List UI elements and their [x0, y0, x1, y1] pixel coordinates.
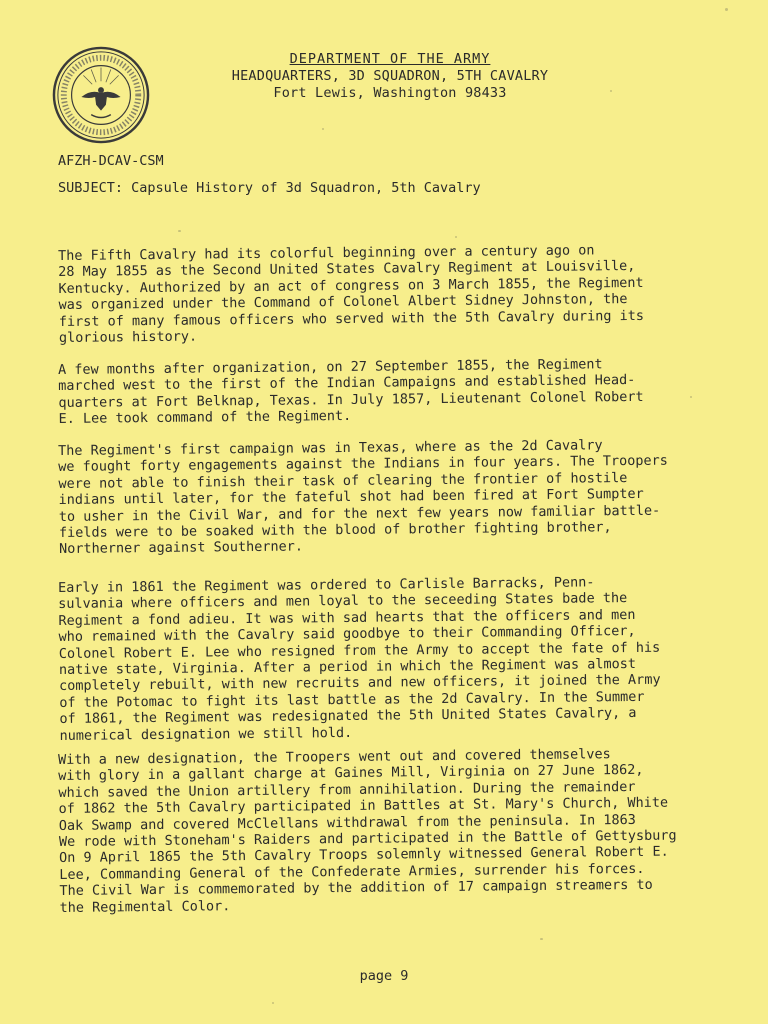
paragraph-1: The Fifth Cavalry had its colorful beginning over a century ago on 28 May 1855 as the Second United States Cavalry Regiment at Louisville, Kentucky. Authorized by an act of congress on 3 March 1855, the Regiment was organized under the Command of Colonel Albert Sidney Johnston, the first of many famous officers who served with the 5th Cavalry during its glorious history. — [58, 242, 645, 347]
paragraph-3: The Regiment's first campaign was in Texas, where as the 2d Cavalry we fought forty engagements against the Indians in four years. The Troopers were not able to finish their task of clearing the frontier of hostile indians until later, for the fateful shot had been fired at Fort Sumpter to usher in the Civil War, and for the next few years now familiar battle- fields were to be soaked with the blood of brother fighting brother, Northerner against Southerner. — [58, 437, 668, 558]
page-number: page 9 — [359, 968, 409, 984]
subject-line: SUBJECT: Capsule History of 3d Squadron, 5th Cavalry — [58, 180, 481, 196]
office-symbol: AFZH-DCAV-CSM — [58, 153, 164, 169]
headquarters-line: HEADQUARTERS, 3D SQUADRON, 5TH CAVALRY — [231, 68, 549, 84]
paragraph-2: A few months after organization, on 27 September 1855, the Regiment marched west to the first of the Indian Campaigns and established Head- quarters at Fort Belknap, Texas. In July 1857, Lieutenant Colonel Robert E. Lee took command of the Regiment. — [58, 356, 644, 428]
location-line: Fort Lewis, Washington 98433 — [273, 85, 507, 101]
paragraph-5: With a new designation, the Troopers went out and covered themselves with glory in a gallant charge at Gaines Mill, Virginia on 27 June 1862, which saved the Union artillery from annihilation. During the remainder of 1862 the 5th Cavalry participated in Battles at St. Mary's Church, White Oak Swamp and covered McClellans withdrawal from the peninsula. In 1863 We rode with Stoneham's Raiders and participated in the Battle of Gettysburg On 9 April 1865 the 5th Cavalry Troops solemnly witnessed General Robert E. Lee, Commanding General of the Confederate Armies, surrender his forces. The Civil War is commemorated by the addition of 17 campaign streamers to the Regimental Color. — [58, 746, 677, 916]
department-title: DEPARTMENT OF THE ARMY — [289, 51, 491, 67]
paragraph-4: Early in 1861 the Regiment was ordered to Carlisle Barracks, Penn- sulvania where officers and men loyal to the seceeding States bade the Regiment a fond adieu. It was with sad hearts that the officers and men who remained with the Cavalry said goodbye to their Commanding Officer, Colonel Robert E. Lee who resigned from the Army to accept the fate of his native state, Virginia. After a period in which the Regiment was almost completely rebuilt, with new recruits and new officers, it joined the Army of the Potomac to fight its last battle as the 2d Cavalry. In the Summer of 1861, the Regiment was redesignated the 5th United States Cavalry, a numerical designation we still hold. — [58, 574, 661, 744]
letterhead — [200, 51, 580, 102]
army-seal-icon — [52, 46, 150, 144]
